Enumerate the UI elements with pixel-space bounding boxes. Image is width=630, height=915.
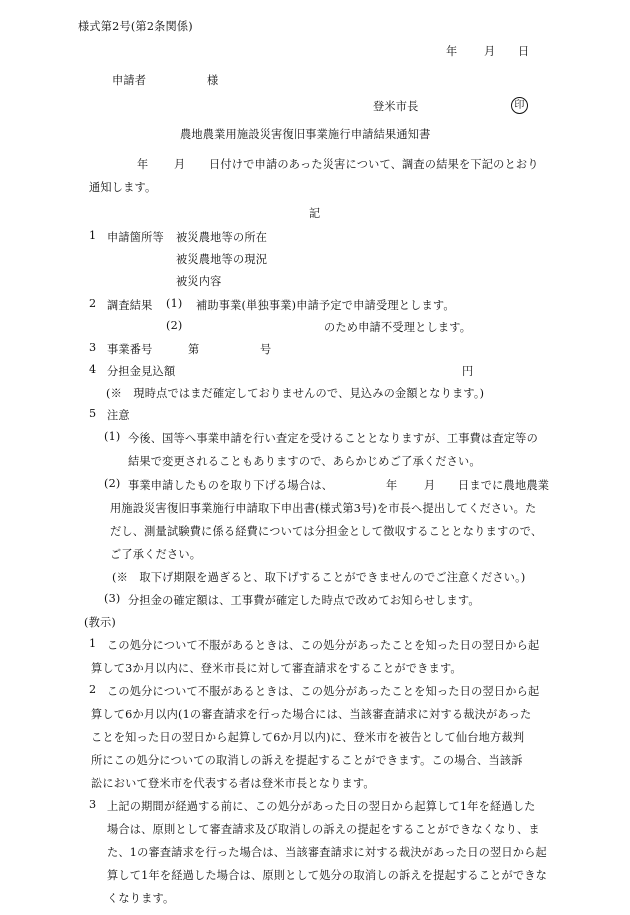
item1-number: 1 <box>89 229 97 242</box>
kyoji-p3-line1: 上記の期間が経過する前に、この処分があった日の翌日から起算して1年を経過した <box>107 800 536 813</box>
kyoji-p2-line5: 訟において登米市を代表する者は登米市長となります。 <box>91 777 375 790</box>
date-month-label: 月 <box>484 45 496 58</box>
item4-number: 4 <box>89 363 97 376</box>
kyoji-p2-line2: 算して6か月以内(1の審査請求を行った場合には、当該審査請求に対する裁決があった <box>91 708 532 721</box>
item1-condition: 被災農地等の現況 <box>176 253 268 266</box>
item2-number: 2 <box>89 297 97 310</box>
item1-location: 被災農地等の所在 <box>176 231 268 244</box>
form-label: 様式第2号(第2条関係) <box>78 20 193 33</box>
item5-label: 注意 <box>107 409 130 422</box>
mayor-title: 登米市長 <box>373 100 419 113</box>
date-day-label: 日 <box>518 45 530 58</box>
kyoji-p1-number: 1 <box>89 637 97 650</box>
item3-label: 事業番号 <box>107 343 153 356</box>
ki-heading: 記 <box>309 207 321 220</box>
note2-month: 月 <box>424 479 436 492</box>
kyoji-p3-line4: 算して1年を経過した場合は、原則として処分の取消しの訴えを提起することができな <box>107 869 548 882</box>
item3-dai: 第 <box>188 343 200 356</box>
applicant-honorific: 様 <box>207 74 219 87</box>
kyoji-p3-line5: くなります。 <box>107 892 175 905</box>
note1-line2: 結果で変更されることもありますので、あらかじめご了承ください。 <box>128 455 481 468</box>
item3-go: 号 <box>260 343 272 356</box>
kyoji-p3-number: 3 <box>89 798 97 811</box>
kyoji-p1-line1: この処分について不服があるときは、この処分があったことを知った日の翌日から起 <box>107 639 540 652</box>
note2-caution: (※ 取下げ期限を過ぎると、取下げすることができませんのでご注意ください。) <box>112 571 526 584</box>
kyoji-p2-number: 2 <box>89 683 97 696</box>
note2-line4: ご了承ください。 <box>110 548 202 561</box>
note1-line1: 今後、国等へ事業申請を行い査定を受けることとなりますが、工事費は査定等の <box>128 432 538 445</box>
kyoji-p3-line3: た、1の審査請求を行った場合は、当該審査請求に対する裁決があった日の翌日から起 <box>107 846 547 859</box>
item3-number: 3 <box>89 341 97 354</box>
applicant-label: 申請者 <box>112 74 147 87</box>
intro-month: 月 <box>174 158 186 171</box>
item1-damage: 被災内容 <box>176 275 222 288</box>
item2-option2-number: (2) <box>166 319 183 332</box>
intro-text-line1: 日付けで申請のあった災害について、調査の結果を下記のとおり <box>209 158 539 171</box>
kyoji-p2-line4: 所にこの処分についての取消しの訴えを提起することができます。この場合、当該訴 <box>91 754 523 767</box>
kyoji-p3-line2: 場合は、原則として審査請求及び取消しの訴えの提起をすることができなくなり、ま <box>107 823 540 836</box>
kyoji-p2-line3: ことを知った日の翌日から起算して6か月以内)に、登米市を被告として仙台地方裁判 <box>91 731 525 744</box>
intro-text-line2: 通知します。 <box>89 181 157 194</box>
item5-number: 5 <box>89 407 97 420</box>
item4-label: 分担金見込額 <box>107 365 176 378</box>
note1-number: (1) <box>104 430 121 443</box>
item2-label: 調査結果 <box>107 299 153 312</box>
note3-number: (3) <box>104 592 121 605</box>
intro-year: 年 <box>137 158 149 171</box>
kyoji-p2-line1: この処分について不服があるときは、この処分があったことを知った日の翌日から起 <box>107 685 540 698</box>
document-title: 農地農業用施設災害復旧事業施行申請結果通知書 <box>180 128 431 141</box>
note2-line1b: 日までに農地農業 <box>458 479 550 492</box>
seal-mark: 印 <box>511 97 528 114</box>
kyoji-p1-line2: 算して3か月以内に、登米市長に対して審査請求をすることができます。 <box>91 662 462 675</box>
item2-option2-text: のため申請不受理とします。 <box>324 321 472 334</box>
note2-year: 年 <box>386 479 398 492</box>
item4-note: (※ 現時点ではまだ確定しておりませんので、見込みの金額となります。) <box>106 387 485 400</box>
note3-text: 分担金の確定額は、工事費が確定した時点で改めてお知らせします。 <box>128 594 480 607</box>
note2-line3: だし、測量試験費に係る経費については分担金として徴収することとなりますので、 <box>110 525 543 538</box>
item1-label: 申請箇所等 <box>107 231 164 244</box>
note2-number: (2) <box>104 477 121 490</box>
item2-option1-number: (1) <box>166 297 183 310</box>
date-year-label: 年 <box>446 45 458 58</box>
item4-yen: 円 <box>462 365 474 378</box>
note2-line1a: 事業申請したものを取り下げる場合は、 <box>128 479 333 492</box>
note2-line2: 用施設災害復旧事業施行申請取下申出書(様式第3号)を市長へ提出してください。た <box>110 502 537 515</box>
item2-option1-text: 補助事業(単独事業)申請予定で申請受理とします。 <box>196 299 455 312</box>
kyoji-heading: (教示) <box>84 616 116 629</box>
